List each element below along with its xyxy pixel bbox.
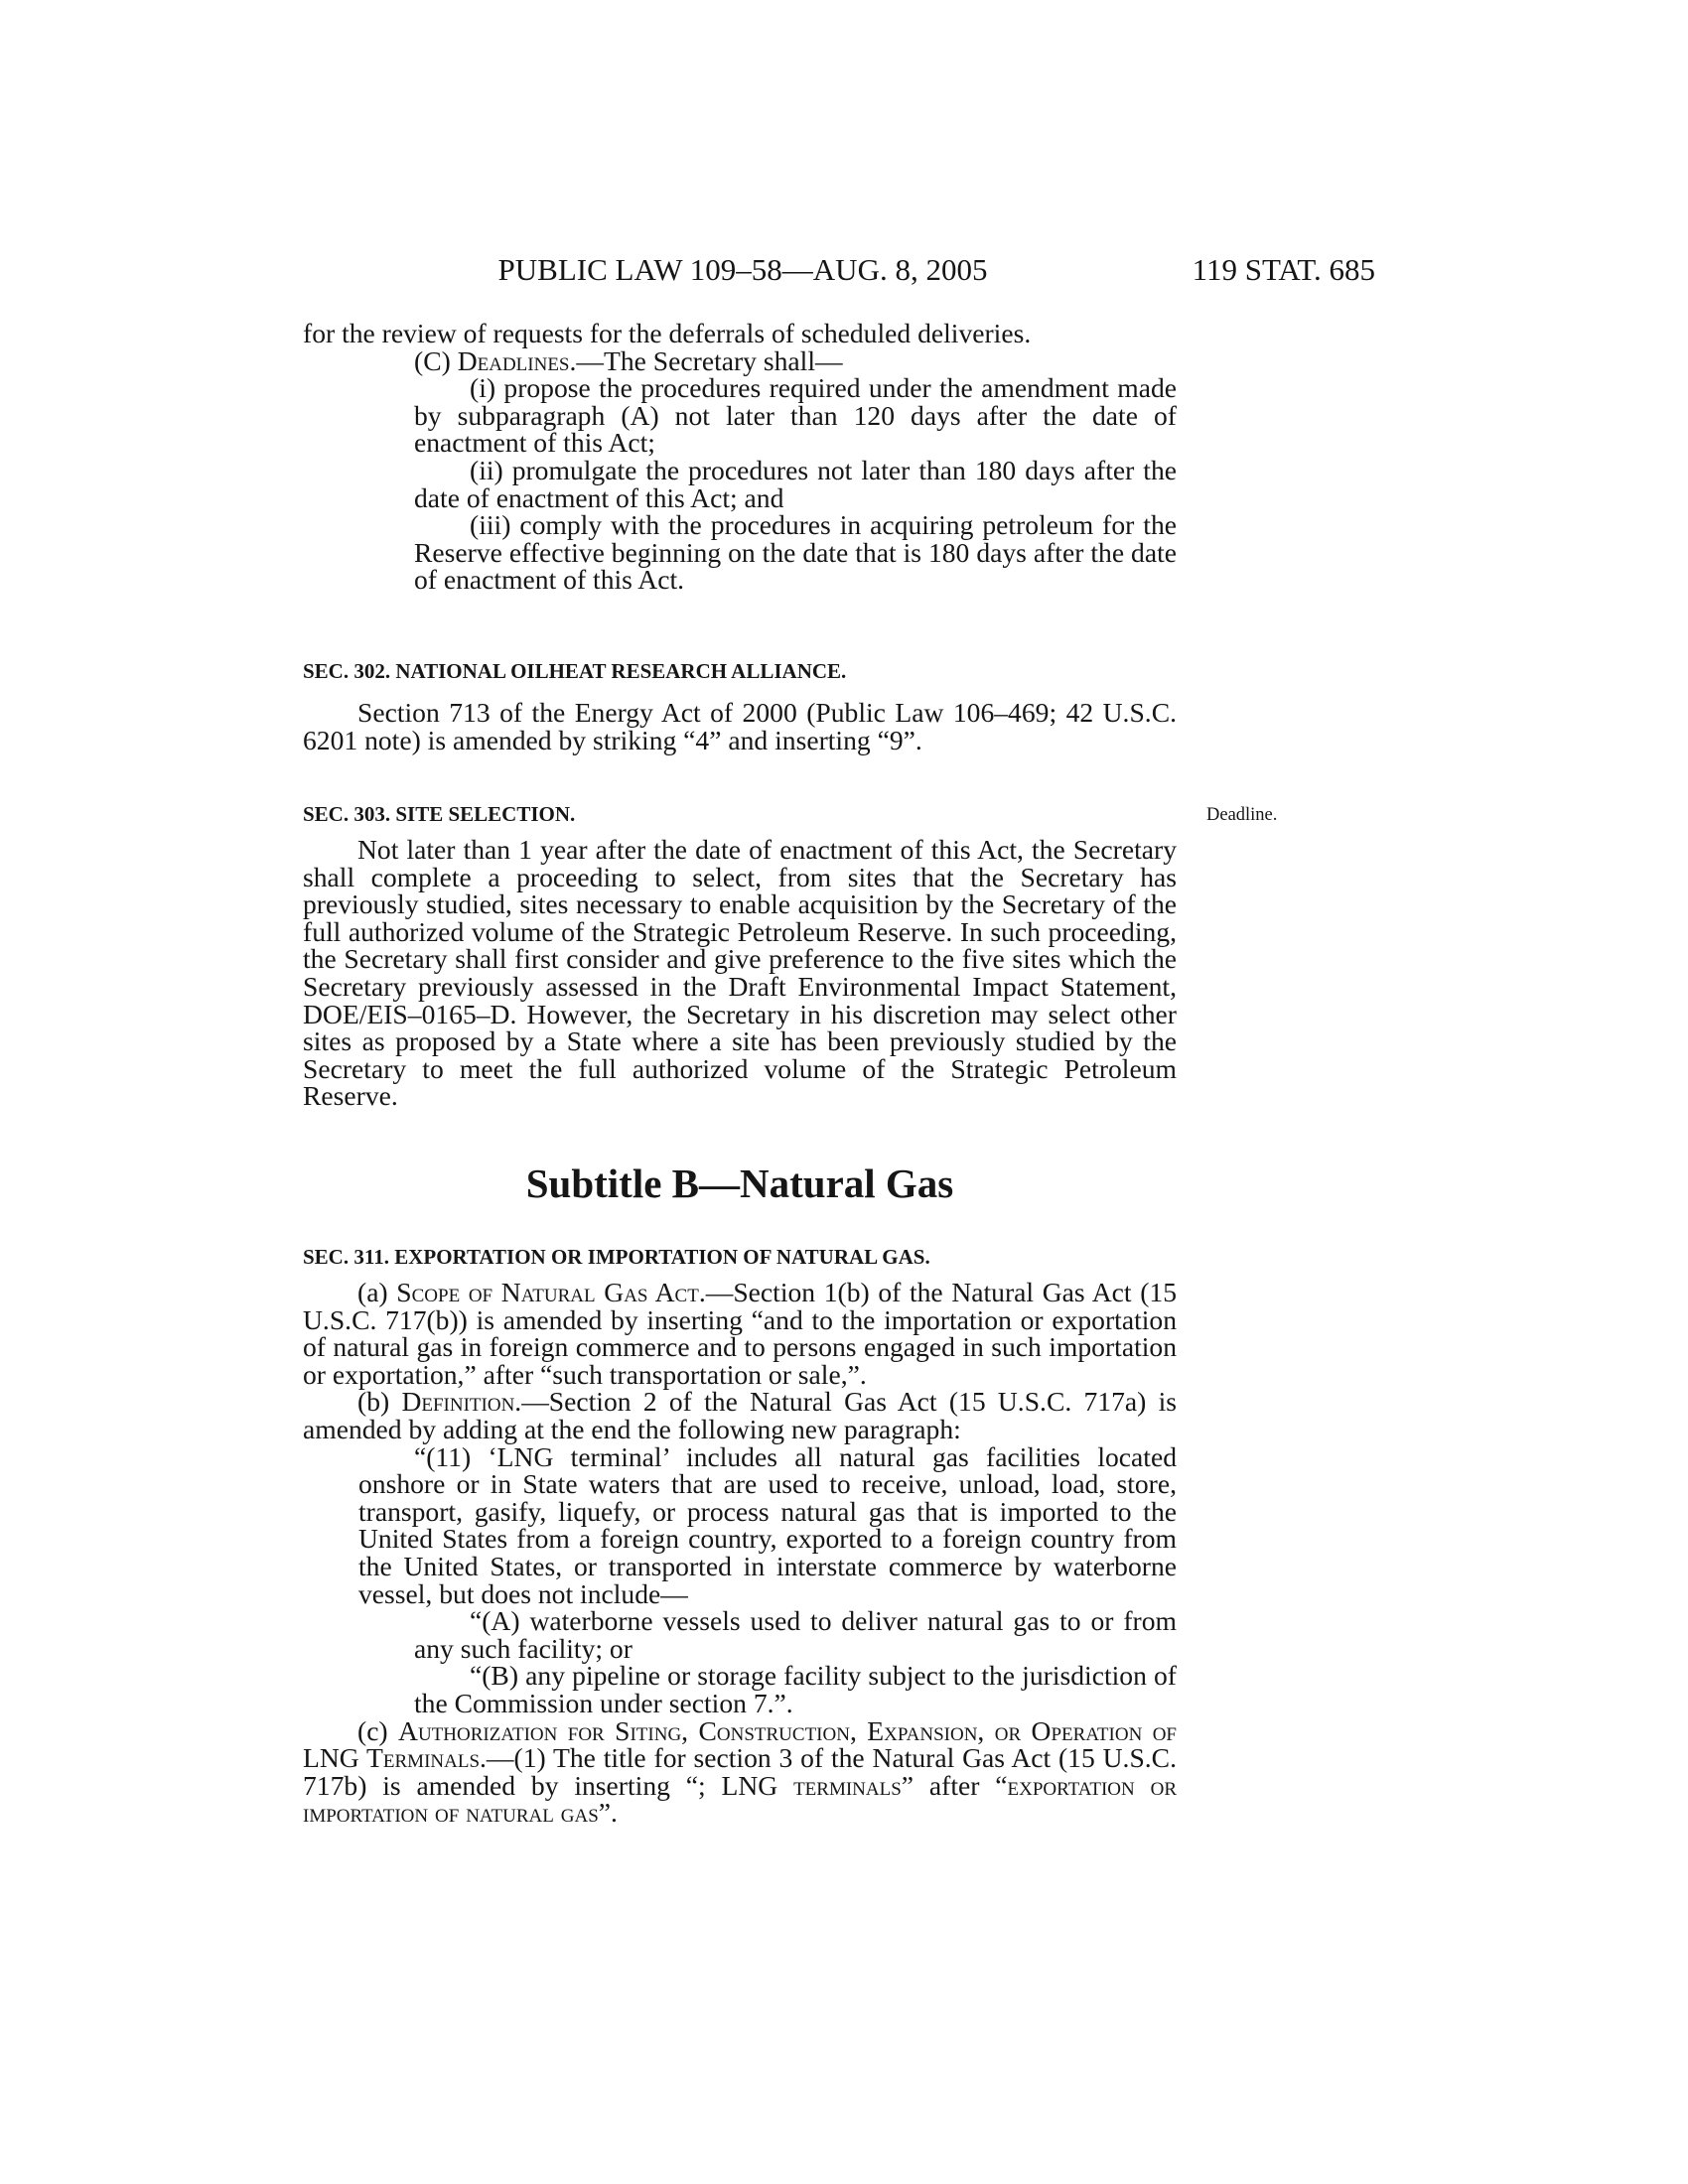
subsection-c-heading: Authorization for Siting, Construction, Expansion, or Operation of LNG Terminals bbox=[303, 1714, 1178, 1774]
section-303 bbox=[303, 802, 1177, 826]
section-302-body bbox=[303, 699, 1177, 753]
clause-i: (i) propose the procedures required under the amendment made by subparagraph (A) not later than 120 days after the date of enactment of this Act; bbox=[414, 372, 1177, 459]
section-302-heading: SEC. 302. NATIONAL OILHEAT RESEARCH ALLIANCE. bbox=[303, 659, 847, 683]
section-311 bbox=[303, 1245, 1177, 1269]
section-303-body bbox=[303, 836, 1177, 1110]
running-header: PUBLIC LAW 109–58—AUG. 8, 2005 bbox=[497, 252, 988, 287]
section-303-text: Not later than 1 year after the date of enactment of this Act, the Secretary shall complete a proceeding to select, from sites that the Secretary has previously studied, sites necessary to enable acquisition by the Secretary of the full authorized volume of the Strategic Petroleum Reserve. In such proceeding, the Secretary shall first consider and give preference to the five sites which the Secretary previously assessed in the Draft Environmental Impact Statement, DOE/EIS–0165–D. However, the Secretary in his discretion may select other sites as proposed by a State where a site has been previously studied by the Secretary to meet the full authorized volume of the Strategic Petroleum Reserve. bbox=[303, 834, 1177, 1112]
clause-ii: (ii) promulgate the procedures not later than 180 days after the date of enactment of this Act; and bbox=[414, 454, 1177, 513]
page-citation: 119 STAT. 685 bbox=[1192, 252, 1375, 287]
subsection-a-heading: Scope of Natural Gas Act bbox=[396, 1277, 699, 1307]
section-311-body bbox=[303, 1279, 1177, 1827]
subsection-b: (b) Definition.—Section 2 of the Natural Gas Act (15 U.S.C. 717a) is amended by adding at the end the following new paragraph: bbox=[303, 1386, 1177, 1444]
paragraph-c-deadlines: (C) Deadlines.—The Secretary shall— bbox=[414, 344, 843, 376]
subsection-a: (a) Scope of Natural Gas Act.—Section 1(b) of the Natural Gas Act (15 U.S.C. 717(b)) is amended by inserting “and to the importation or exportation of natural gas in foreign commerce and to persons engaged in such importation or exportation,” after “such transportation or sale,”. bbox=[303, 1277, 1177, 1390]
deadlines-heading: Deadlines bbox=[457, 344, 570, 376]
continuation-block bbox=[303, 320, 1177, 594]
clause-iii: (iii) comply with the procedures in acquiring petroleum for the Reserve effective beginning on the date that is 180 days after the date of enactment of this Act. bbox=[414, 509, 1177, 596]
subparagraph-A: “(A) waterborne vessels used to deliver natural gas to or from any such facility; or bbox=[414, 1605, 1177, 1664]
section-302-text: Section 713 of the Energy Act of 2000 (Public Law 106–469; 42 U.S.C. 6201 note) is amended by striking “4” and inserting “9”. bbox=[303, 697, 1177, 755]
section-303-heading: SEC. 303. SITE SELECTION. bbox=[303, 802, 576, 826]
section-302 bbox=[303, 659, 1177, 683]
subsection-b-heading: Definition bbox=[401, 1386, 515, 1418]
subparagraph-B: “(B) any pipeline or storage facility subject to the jurisdiction of the Commission under section 7.”. bbox=[414, 1660, 1177, 1718]
section-311-heading: SEC. 311. EXPORTATION OR IMPORTATION OF NATURAL GAS. bbox=[303, 1245, 930, 1269]
subsection-c: (c) Authorization for Siting, Construction, Expansion, or Operation of LNG Terminals.—(1) The title for section 3 of the Natural Gas Act (15 U.S.C. 717b) is amended by inserting “; LNG terminals” after “exportation or importation of natural gas”. bbox=[303, 1714, 1178, 1829]
margin-note-deadline: Deadline. bbox=[1206, 805, 1278, 825]
subtitle-block bbox=[303, 1160, 1177, 1207]
continuation-paragraph: for the review of requests for the deferrals of scheduled deliveries. bbox=[303, 318, 1032, 348]
paragraph-11-lng-terminal: “(11) ‘LNG terminal’ includes all natural gas facilities located onshore or in State waters that are used to receive, unload, load, store, transport, gasify, liquefy, or process natural gas that is imported to the United States from a foreign country, exported to a foreign country from the United States, or transported in interstate commerce by waterborne vessel, but does not include— bbox=[358, 1440, 1177, 1609]
subtitle-heading: Subtitle B—Natural Gas bbox=[525, 1160, 954, 1206]
